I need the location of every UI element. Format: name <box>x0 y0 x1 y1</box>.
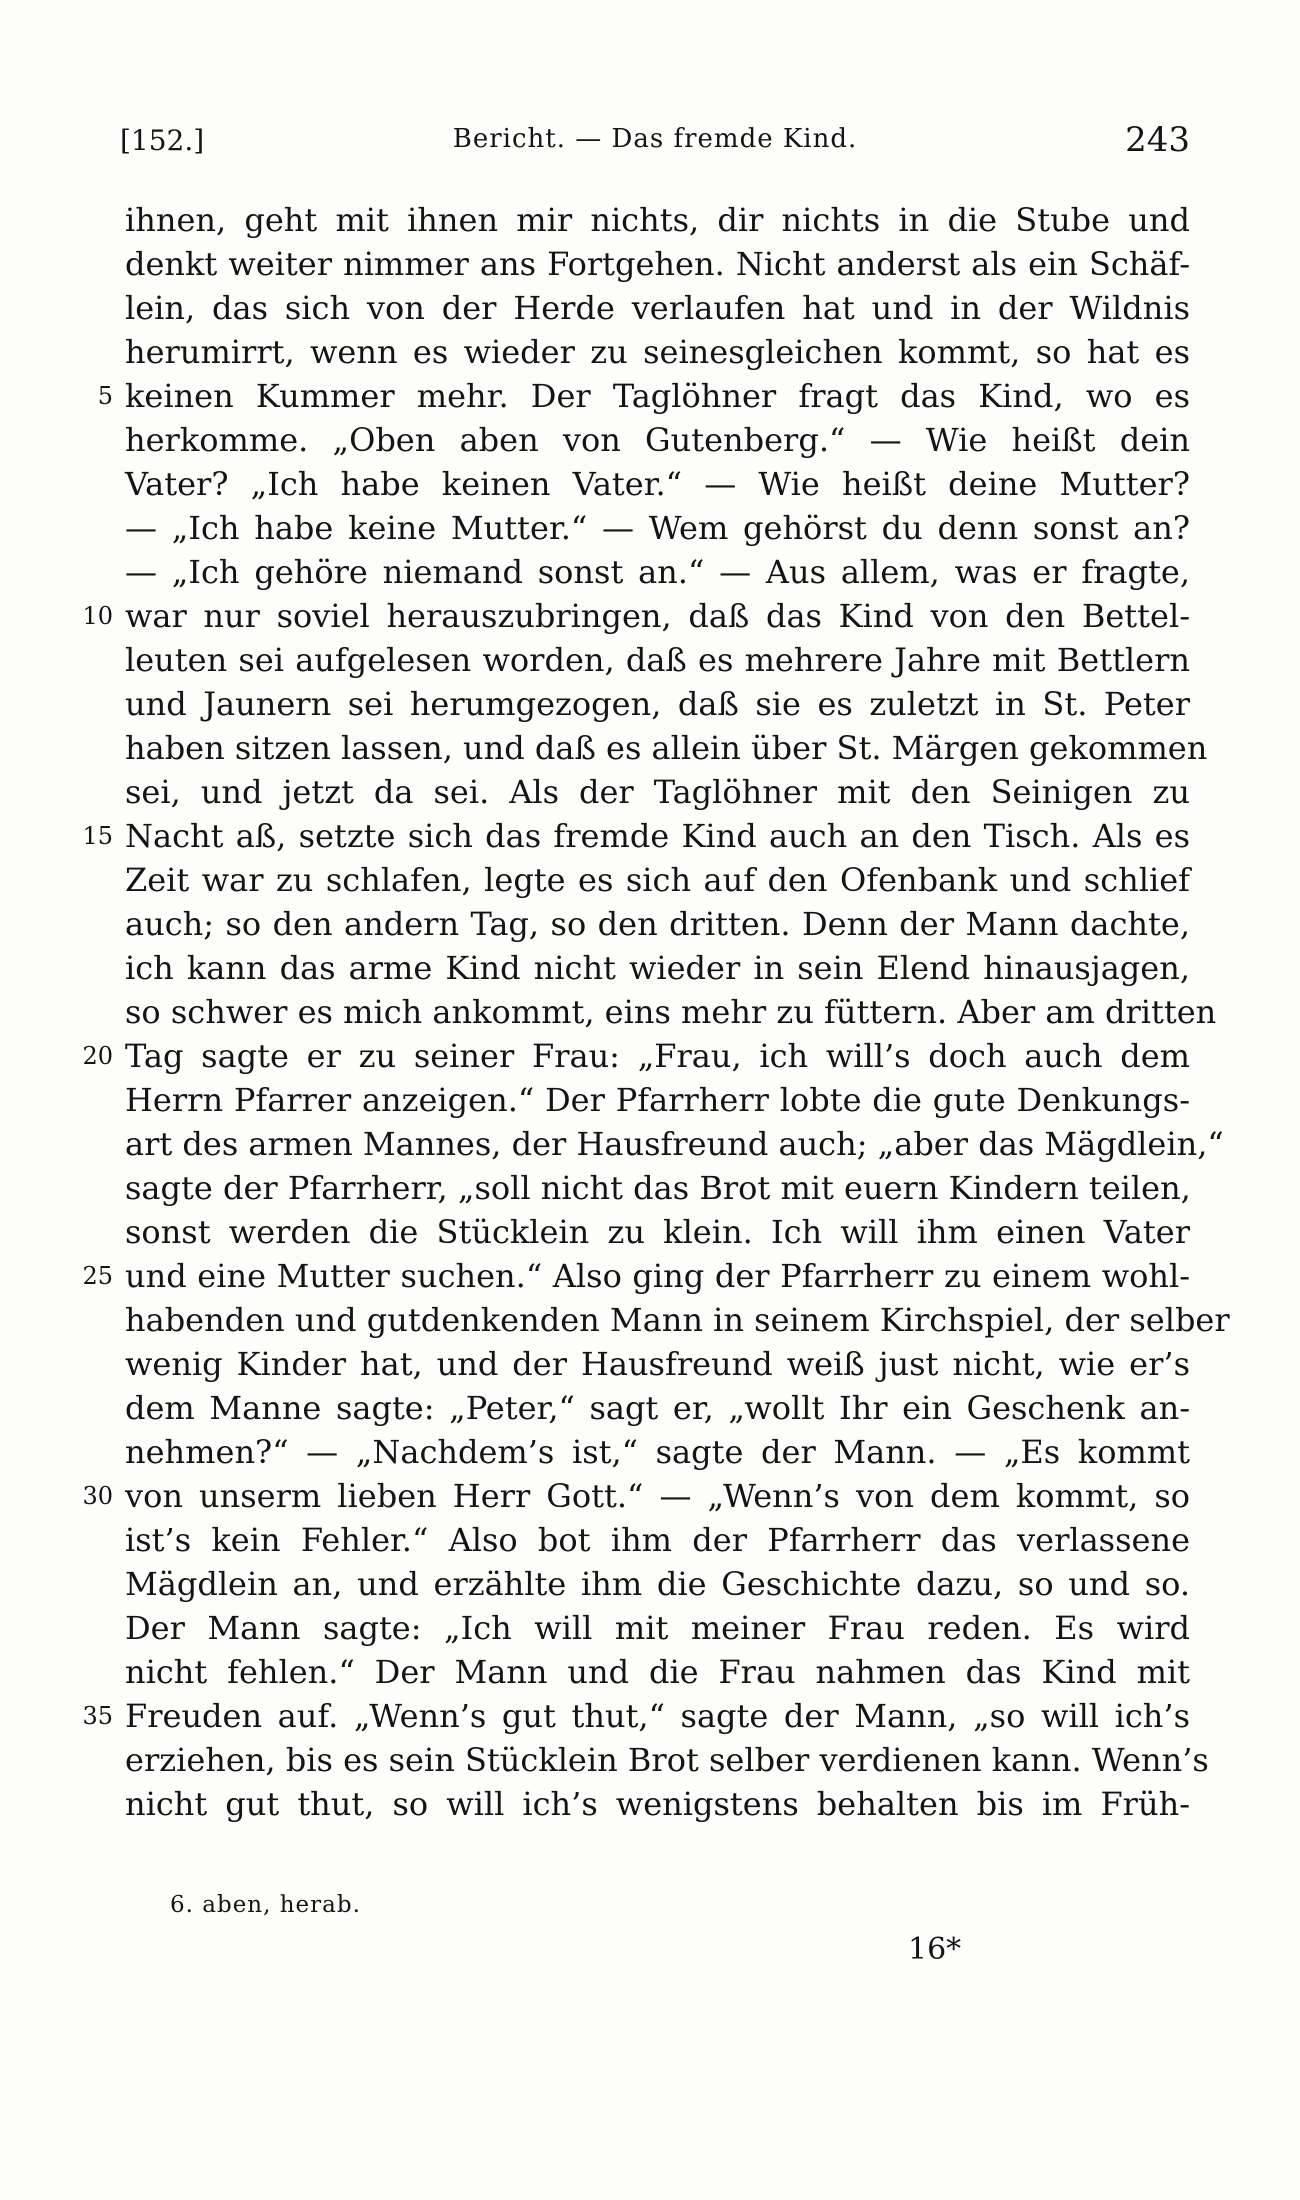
line-text: leuten sei aufgelesen worden, daß es mehrere Jahre mit Bettlern <box>125 641 1190 679</box>
line-text: — „Ich gehöre niemand sonst an.“ — Aus allem, was er fragte, <box>125 553 1190 591</box>
line-number: 30 <box>82 1482 113 1510</box>
text-line <box>125 1738 1209 1782</box>
text-line <box>125 1650 1190 1694</box>
text-line <box>125 1562 1190 1606</box>
text-line <box>125 242 1190 286</box>
line-text: habenden und gutdenkenden Mann in seinem Kirchspiel, der selber <box>125 1301 1230 1339</box>
printer-signature: 16* <box>908 1932 962 1967</box>
text-line <box>97 374 1190 418</box>
text-line <box>125 946 1190 990</box>
page-number: 243 <box>1125 120 1190 160</box>
body-text <box>82 198 1230 1826</box>
text-line <box>82 1474 1190 1518</box>
text-line <box>125 198 1190 242</box>
text-line <box>82 1694 1190 1738</box>
text-line <box>125 770 1190 814</box>
line-text: — „Ich habe keine Mutter.“ — Wem gehörst du denn sonst an? <box>125 509 1190 547</box>
header-section-ref: [152.] <box>120 124 205 157</box>
line-number: 15 <box>82 822 113 850</box>
line-text: ist’s kein Fehler.“ Also bot ihm der Pfarrherr das verlassene <box>125 1521 1190 1559</box>
line-text: und eine Mutter suchen.“ Also ging der Pfarrherr zu einem wohl- <box>125 1257 1190 1295</box>
text-line <box>125 902 1190 946</box>
text-line <box>125 1078 1190 1122</box>
header-title: Bericht. — Das fremde Kind. <box>452 124 858 154</box>
line-text: nehmen?“ — „Nachdem’s ist,“ sagte der Mann. — „Es kommt <box>125 1433 1190 1471</box>
line-text: so schwer es mich ankommt, eins mehr zu füttern. Aber am dritten <box>125 993 1217 1031</box>
line-text: sagte der Pfarrherr, „soll nicht das Brot mit euern Kindern teilen, <box>125 1169 1191 1207</box>
line-text: Der Mann sagte: „Ich will mit meiner Frau reden. Es wird <box>125 1609 1190 1647</box>
text-line <box>125 858 1190 902</box>
line-text: lein, das sich von der Herde verlaufen hat und in der Wildnis <box>125 289 1190 327</box>
line-number: 35 <box>82 1702 113 1730</box>
line-number: 5 <box>97 382 113 410</box>
line-text: Nacht aß, setzte sich das fremde Kind auch an den Tisch. Als es <box>125 817 1190 855</box>
text-line <box>125 682 1190 726</box>
text-line <box>125 1606 1190 1650</box>
line-text: art des armen Mannes, der Hausfreund auch; „aber das Mägdlein,“ <box>125 1125 1224 1163</box>
line-text: und Jaunern sei herumgezogen, daß sie es zuletzt in St. Peter <box>125 685 1190 723</box>
footnote: 6. aben, herab. <box>170 1892 361 1918</box>
line-text: Vater? „Ich habe keinen Vater.“ — Wie heißt deine Mutter? <box>125 465 1190 503</box>
line-text: dem Manne sagte: „Peter,“ sagt er, „wollt Ihr ein Geschenk an- <box>125 1389 1190 1427</box>
text-line <box>125 1518 1190 1562</box>
text-line <box>125 990 1217 1034</box>
text-line <box>125 418 1190 462</box>
text-line <box>125 550 1190 594</box>
text-line <box>82 1034 1190 1078</box>
text-line <box>125 1782 1190 1826</box>
text-line <box>125 462 1190 506</box>
line-number: 20 <box>82 1042 113 1070</box>
line-text: Freuden auf. „Wenn’s gut thut,“ sagte der Mann, „so will ich’s <box>125 1697 1190 1735</box>
running-header <box>120 118 1190 168</box>
text-line <box>82 594 1190 638</box>
line-text: ihnen, geht mit ihnen mir nichts, dir nichts in die Stube und <box>125 201 1190 239</box>
text-line <box>125 1430 1190 1474</box>
line-text: sonst werden die Stücklein zu klein. Ich will ihm einen Vater <box>125 1213 1190 1251</box>
text-line <box>125 726 1208 770</box>
text-line <box>82 814 1190 858</box>
line-number: 25 <box>82 1262 113 1290</box>
line-text: Mägdlein an, und erzählte ihm die Geschichte dazu, so und so. <box>125 1565 1190 1603</box>
text-line <box>125 330 1190 374</box>
line-text: von unserm lieben Herr Gott.“ — „Wenn’s von dem kommt, so <box>125 1477 1190 1515</box>
line-text: haben sitzen lassen, und daß es allein über St. Märgen gekommen <box>125 729 1208 767</box>
text-line <box>125 638 1190 682</box>
line-text: nicht fehlen.“ Der Mann und die Frau nahmen das Kind mit <box>125 1653 1190 1691</box>
line-text: sei, und jetzt da sei. Als der Taglöhner mit den Seinigen zu <box>125 773 1190 811</box>
line-text: wenig Kinder hat, und der Hausfreund weiß just nicht, wie er’s <box>125 1345 1190 1383</box>
line-text: keinen Kummer mehr. Der Taglöhner fragt das Kind, wo es <box>125 377 1190 415</box>
line-text: Zeit war zu schlafen, legte es sich auf den Ofenbank und schlief <box>125 861 1190 899</box>
line-text: nicht gut thut, so will ich’s wenigstens behalten bis im Früh- <box>125 1785 1190 1823</box>
text-line <box>125 1122 1224 1166</box>
text-line <box>125 1342 1190 1386</box>
line-text: herkomme. „Oben aben von Gutenberg.“ — Wie heißt dein <box>125 421 1190 459</box>
line-text: Herrn Pfarrer anzeigen.“ Der Pfarrherr lobte die gute Denkungs- <box>125 1081 1190 1119</box>
line-text: auch; so den andern Tag, so den dritten. Denn der Mann dachte, <box>125 905 1190 943</box>
text-line <box>125 286 1190 330</box>
line-text: ich kann das arme Kind nicht wieder in sein Elend hinausjagen, <box>125 949 1190 987</box>
text-line <box>125 1210 1190 1254</box>
text-line <box>82 1254 1190 1298</box>
line-text: denkt weiter nimmer ans Fortgehen. Nicht anderst als ein Schäf- <box>125 245 1190 283</box>
line-number: 10 <box>82 602 113 630</box>
text-line <box>125 506 1190 550</box>
line-text: Tag sagte er zu seiner Frau: „Frau, ich will’s doch auch dem <box>125 1037 1190 1075</box>
line-text: erziehen, bis es sein Stücklein Brot selber verdienen kann. Wenn’s <box>125 1741 1209 1779</box>
text-line <box>125 1166 1190 1210</box>
text-line <box>125 1298 1230 1342</box>
text-line <box>125 1386 1190 1430</box>
line-text: herumirrt, wenn es wieder zu seinesgleichen kommt, so hat es <box>125 333 1190 371</box>
line-text: war nur soviel herauszubringen, daß das Kind von den Bettel- <box>125 597 1190 635</box>
